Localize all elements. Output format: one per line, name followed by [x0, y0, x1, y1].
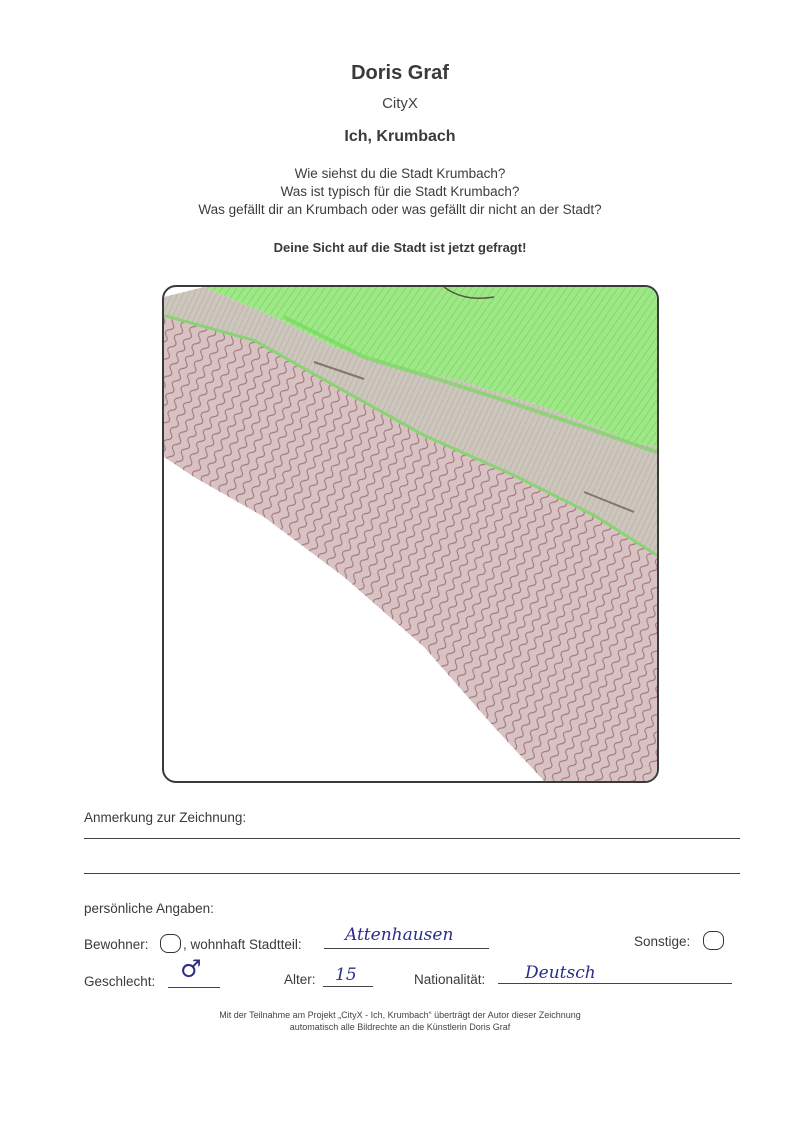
footer-line-1: Mit der Teilnahme am Projekt „CityX - Ich, Krumbach“ überträgt der Autor dieser Zeichnung: [219, 1010, 581, 1020]
gender-label: Geschlecht:: [84, 974, 156, 989]
age-value: 15: [335, 965, 357, 985]
district-label: , wohnhaft Stadtteil:: [183, 937, 302, 952]
artist-name: Doris Graf: [351, 62, 449, 84]
nationality-label: Nationalität:: [414, 972, 486, 987]
project-name: CityX: [382, 95, 418, 112]
personal-label: persönliche Angaben:: [84, 901, 214, 916]
gender-underline[interactable]: [168, 987, 220, 988]
nationality-value: Deutsch: [525, 963, 596, 983]
question-3: Was gefällt dir an Krumbach oder was gefällt dir nicht an der Stadt?: [198, 202, 602, 217]
nationality-underline[interactable]: [498, 983, 732, 984]
other-checkbox[interactable]: [703, 931, 724, 950]
remark-line-1[interactable]: [84, 838, 740, 839]
footer-line-2: automatisch alle Bildrechte an die Künstlerin Doris Graf: [289, 1022, 511, 1032]
remark-line-2[interactable]: [84, 873, 740, 874]
age-label: Alter:: [284, 972, 316, 987]
drawing-frame: [162, 285, 659, 783]
resident-checkbox[interactable]: [160, 934, 181, 953]
age-underline[interactable]: [323, 986, 373, 987]
district-underline[interactable]: [324, 948, 489, 949]
question-1: Wie siehst du die Stadt Krumbach?: [294, 166, 506, 181]
crayon-drawing: [164, 287, 657, 781]
question-2: Was ist typisch für die Stadt Krumbach?: [280, 184, 520, 199]
resident-label: Bewohner:: [84, 937, 149, 952]
remark-label: Anmerkung zur Zeichnung:: [84, 810, 247, 825]
callout-text: Deine Sicht auf die Stadt ist jetzt gefragt!: [273, 240, 527, 255]
project-subtitle: Ich, Krumbach: [344, 128, 456, 145]
other-label: Sonstige:: [634, 934, 691, 949]
gender-value: ♂: [180, 955, 202, 983]
district-value: Attenhausen: [345, 925, 454, 945]
